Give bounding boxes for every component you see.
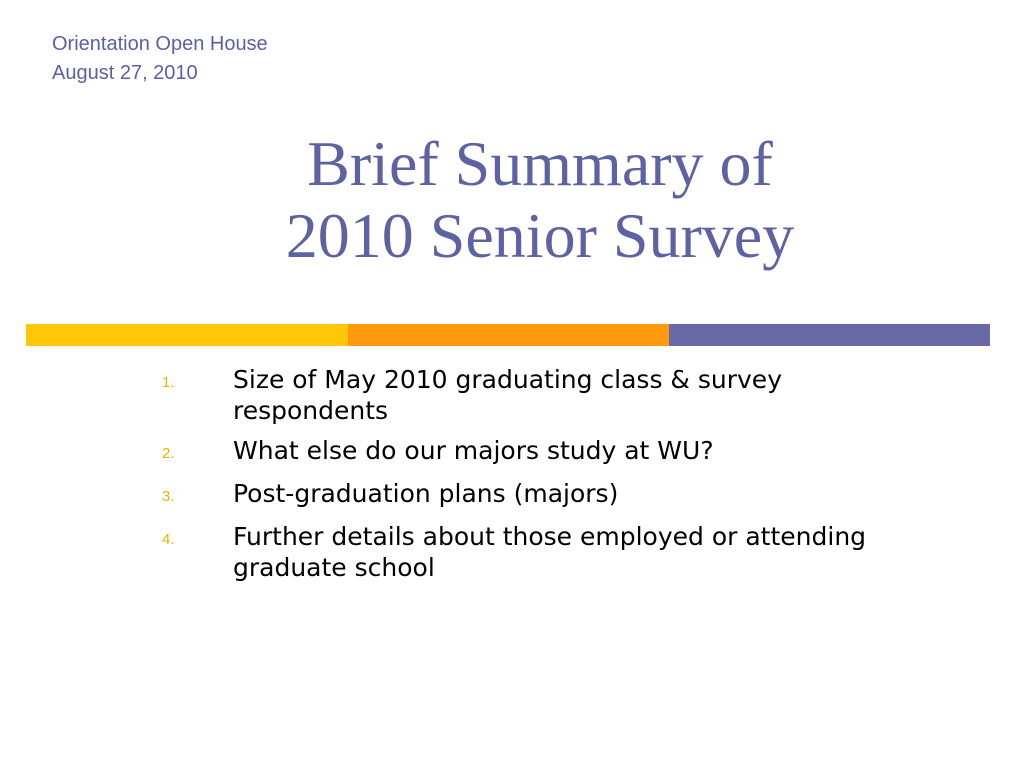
divider-bar-purple — [669, 324, 990, 346]
agenda-list — [162, 364, 922, 592]
list-item — [162, 364, 922, 426]
list-text: Further details about those employed or attending graduate school — [233, 522, 867, 582]
slide-title — [60, 128, 1020, 272]
list-text: Size of May 2010 graduating class & survey respondents — [233, 365, 782, 425]
list-number: 1. — [162, 374, 175, 391]
list-text: What else do our majors study at WU? — [233, 436, 714, 465]
list-number: 3. — [162, 488, 175, 505]
event-name: Orientation Open House — [52, 33, 268, 55]
list-item — [162, 521, 922, 583]
list-item — [162, 435, 922, 469]
list-text: Post-graduation plans (majors) — [233, 479, 619, 508]
title-line-1: Brief Summary of — [307, 128, 773, 199]
divider-bar-orange — [348, 324, 669, 346]
list-number: 2. — [162, 445, 175, 462]
title-line-2: 2010 Senior Survey — [285, 200, 795, 271]
header-note — [52, 30, 268, 88]
list-number: 4. — [162, 531, 175, 548]
event-date: August 27, 2010 — [52, 62, 198, 84]
list-item — [162, 478, 922, 512]
divider-bar-yellow — [26, 324, 348, 346]
